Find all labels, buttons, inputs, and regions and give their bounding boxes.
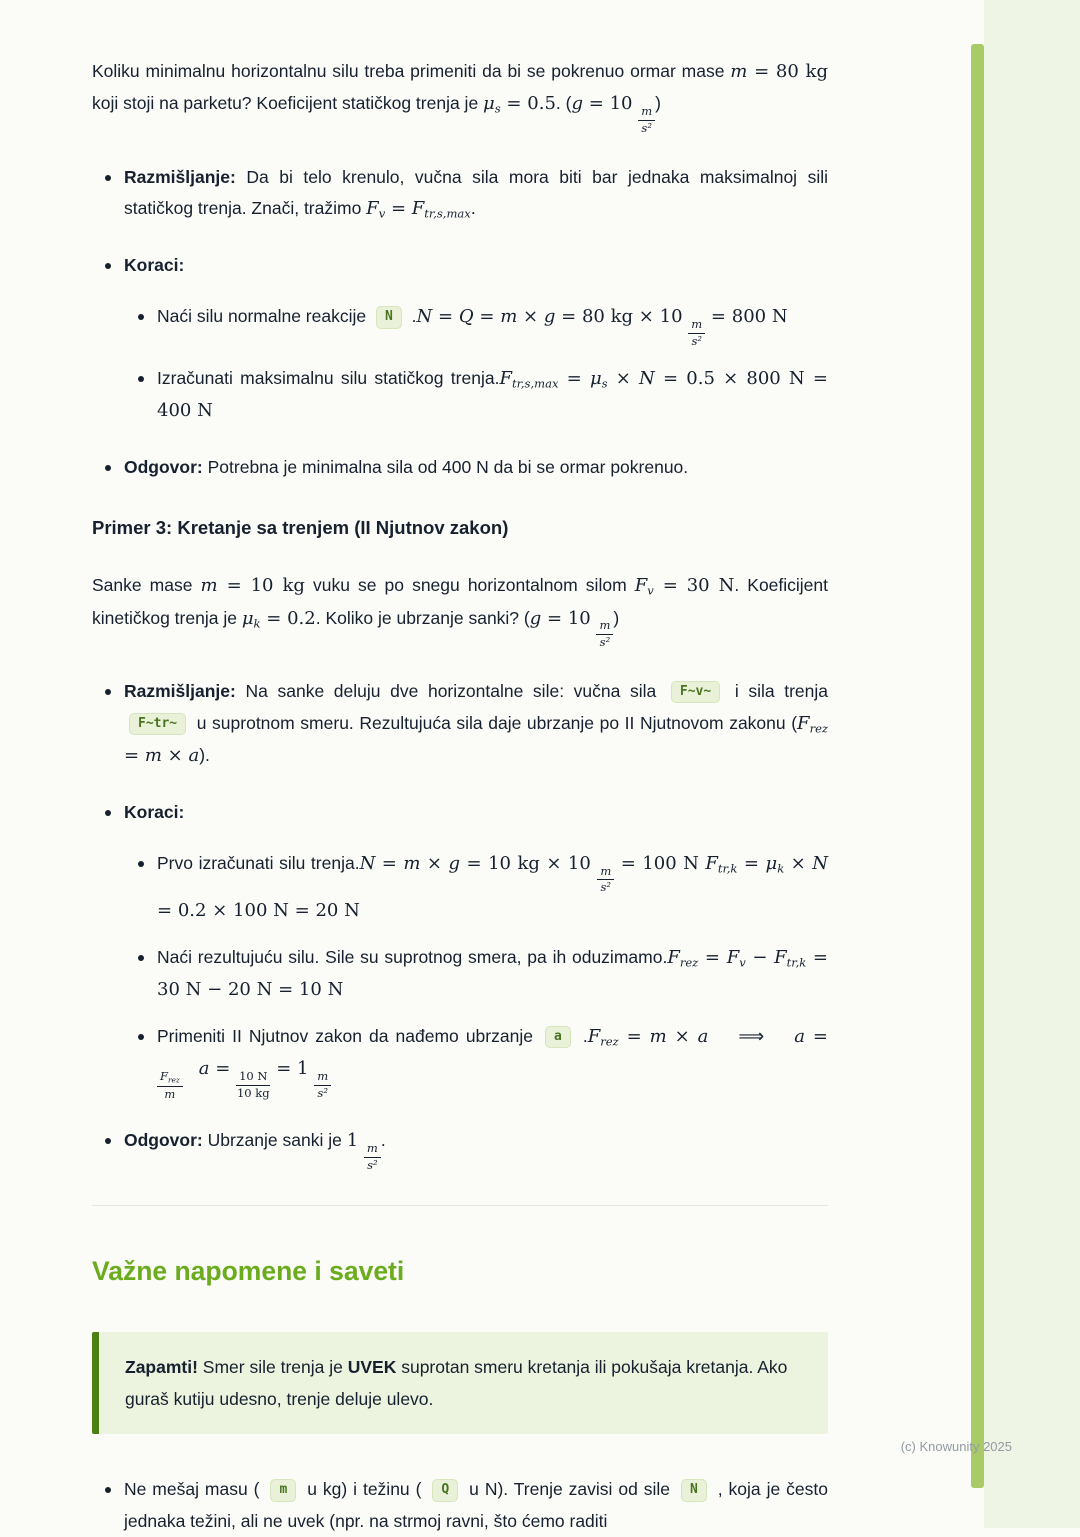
list-item-odgovor-2: Odgovor: Ubrzanje sanki je 1 $\frac{m}{\text{s²}}$ . [124,1125,828,1172]
scrollbar-thumb[interactable] [971,44,984,1488]
paragraph-problem-sled: Sanke mase m = 10 kg vuku se po snegu horizontalnom silom $F_v = 30$ N. Koeficijent kinetičkog trenja je $\mu_k = 0.2$. Koliko je ubrzanje sanki? (g = 10 $\frac{m}{\text{s²}}$ ) [92,575,829,650]
footer-copyright: (c) Knowunity 2025 [900,1438,1012,1454]
inline-code-badge: a [545,1026,571,1048]
list-item-normal-force: Naći silu normalne reakcije N .N = Q = m × g = 80 kg × 10 $\frac{m}{\text{s²}}$ = 800 N [157,301,828,348]
list-item-friction-force: Prvo izračunati silu trenja.N = m × g = 10 kg × 10 $\frac{m}{\text{s²}}$ = 100 N $F_{tr,k} = \mu_k \times N = 0.2 \times 100$ N = 20 N [157,848,828,928]
bullet-list-example-2 [92,162,828,483]
koraci-label-2: Koraci: [124,801,185,822]
inline-code-badge: F~v~ [671,681,720,703]
list-item-koraci-2 [124,797,828,1102]
inline-code-badge: m [270,1479,296,1501]
list-item-koraci-1 [124,250,828,428]
list-item-ne-mesaj: Ne mešaj masu ( m u kg) i težinu ( Q u N). Trenje zavisi od sile N , koja je često jednaka težini, ali ne uvek (npr. na strmoj ravni, što ćemo raditi [124,1474,828,1537]
list-item-odgovor-1: Odgovor: Potrebna je minimalna sila od 400 N da bi se ormar pokrenuo. [124,452,828,484]
page-margin-panel [984,0,1080,1528]
callout-zapamti: Zapamti! Smer sile trenja je UVEK suprotan smeru kretanja ili pokušaja kretanja. Ako guraš kutiju udesno, trenje deluje ulevo. [92,1332,828,1435]
heading-vazne-napomene: Važne napomene i saveti [92,1255,405,1286]
inline-code-badge: F~tr~ [129,713,186,735]
bullet-list-example-3 [92,676,828,1173]
list-item-razmisljanje-2: Razmišljanje: Na sanke deluju dve horizontalne sile: vučna sila F~v~ i sila trenja F~tr~ u suprotnom smeru. Rezultujuća sila daje ubrzanje po II Njutnovom zakonu $(F_{rez} = m \times a)$. [124,676,828,772]
list-item-max-static-friction: Izračunati maksimalnu silu statičkog $trenja.F_{tr,s,max} = \mu_s \times N = 0.5 \times 800$ N = 400 N [157,363,828,428]
koraci-label-1: Koraci: [124,254,185,275]
sublist-koraci-2 [124,848,828,1101]
content-column [92,56,828,1537]
inline-code-badge: Q [432,1479,458,1501]
paragraph-problem-cabinet: Koliku minimalnu horizontalnu silu treba primeniti da bi se pokrenuo ormar mase m = 80 kg koji stoji na parketu? Koeficijent statičkog trenja je $\mu_s = 0.5$. (g = 10 $\frac{m}{\text{s²}}$ ) [92,61,828,135]
section-divider [92,1205,828,1206]
heading-primer-3: Primer 3: Kretanje sa trenjem (II Njutnov zakon) [92,517,509,538]
list-item-newton-second-law: Primeniti II Njutnov zakon da nađemo ubrzanje a $.F_{rez} = m \times a$ ⟹ a = $\frac{F_{rez}}{m}$ a = $\frac{10 N}{10 kg}$ = 1 $\frac{m}{\text{s²}}$ [157,1021,828,1102]
sublist-koraci-1 [124,301,828,427]
inline-code-badge: N [376,306,402,328]
inline-code-badge: N [681,1479,707,1501]
list-item-resultant-force: Naći rezultujuću silu. Sile su suprotnog smera, pa ih $oduzimamo.F_{rez} = F_v - F_{tr,k} = 30$ N − 20 N = 10 N [157,942,828,1007]
list-item-razmisljanje-1: Razmišljanje: Da bi telo krenulo, vučna sila mora biti bar jednaka maksimalnoj sili statičkog trenja. Znači, tražimo $F_v = F_{tr,s,max}$. [124,162,828,226]
